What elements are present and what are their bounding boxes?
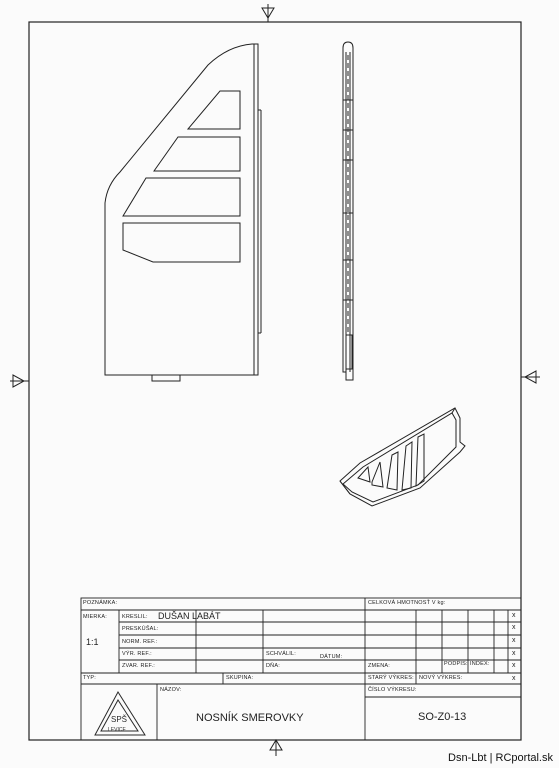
mierka-label: MIERKA: <box>83 614 108 620</box>
cislo-vykresu-label: ČÍSLO VÝKRESU: <box>368 687 417 693</box>
center-mark-left <box>10 375 29 387</box>
vyr-ref-label: VÝR. REF.: <box>122 651 152 657</box>
stary-vykres-label: STARÝ VÝKRES: <box>368 675 414 681</box>
svg-text:LEVICE: LEVICE <box>108 727 126 733</box>
revision-x-mark: x <box>512 612 516 619</box>
revision-x-mark: x <box>512 662 516 669</box>
rudder-spar-side-view <box>343 42 353 380</box>
kreslil-label: KRESLIL: <box>122 614 148 620</box>
poznamka-label: POZNÁMKA: <box>83 600 118 606</box>
revision-x-mark: x <box>512 650 516 657</box>
revision-x-mark: x <box>512 637 516 644</box>
typ-label: TYP: <box>83 675 97 681</box>
novy-vykres-label: NOVÝ VÝKRES: <box>419 675 463 681</box>
nazov-label: NÁZOV: <box>160 687 182 693</box>
datum-label: DÁTUM: <box>320 654 343 660</box>
preskusal-label: PRESKÚŠAL: <box>122 626 159 632</box>
source-credit: Dsn-Lbt | RCportal.sk <box>448 752 553 764</box>
dna-label: DŇA: <box>266 663 280 669</box>
mierka-value: 1:1 <box>86 637 99 647</box>
skupina-label: SKUPINA: <box>226 675 254 681</box>
revision-x-mark: x <box>512 675 516 682</box>
center-mark-bottom <box>270 740 282 756</box>
schvalil-label: SCHVÁLIL: <box>266 651 296 657</box>
sheet-border <box>29 22 521 740</box>
zmena-label: ZMENA: <box>368 663 390 669</box>
nazov-value: NOSNÍK SMEROVKY <box>196 712 304 724</box>
norm-ref-label: NORM. REF.: <box>122 639 158 645</box>
svg-text:SPŠ: SPŠ <box>111 715 128 724</box>
podpis-label: PODPIS: <box>444 661 468 667</box>
index-label: INDEX: <box>470 661 490 667</box>
zvar-ref-label: ZVAR. REF.: <box>122 663 155 669</box>
cislo-vykresu-value: SO-Z0-13 <box>418 711 467 723</box>
revision-x-mark: x <box>512 624 516 631</box>
rudder-spar-front-view <box>105 44 261 381</box>
rudder-spar-isometric-view <box>340 408 465 506</box>
center-mark-top <box>262 4 274 22</box>
hmotnost-label: CELKOVÁ HMOTNOSŤ V kg: <box>368 600 446 606</box>
center-mark-right <box>521 371 540 383</box>
kreslil-value: DUŠAN LABÁT <box>158 611 221 621</box>
school-logo <box>95 692 145 735</box>
